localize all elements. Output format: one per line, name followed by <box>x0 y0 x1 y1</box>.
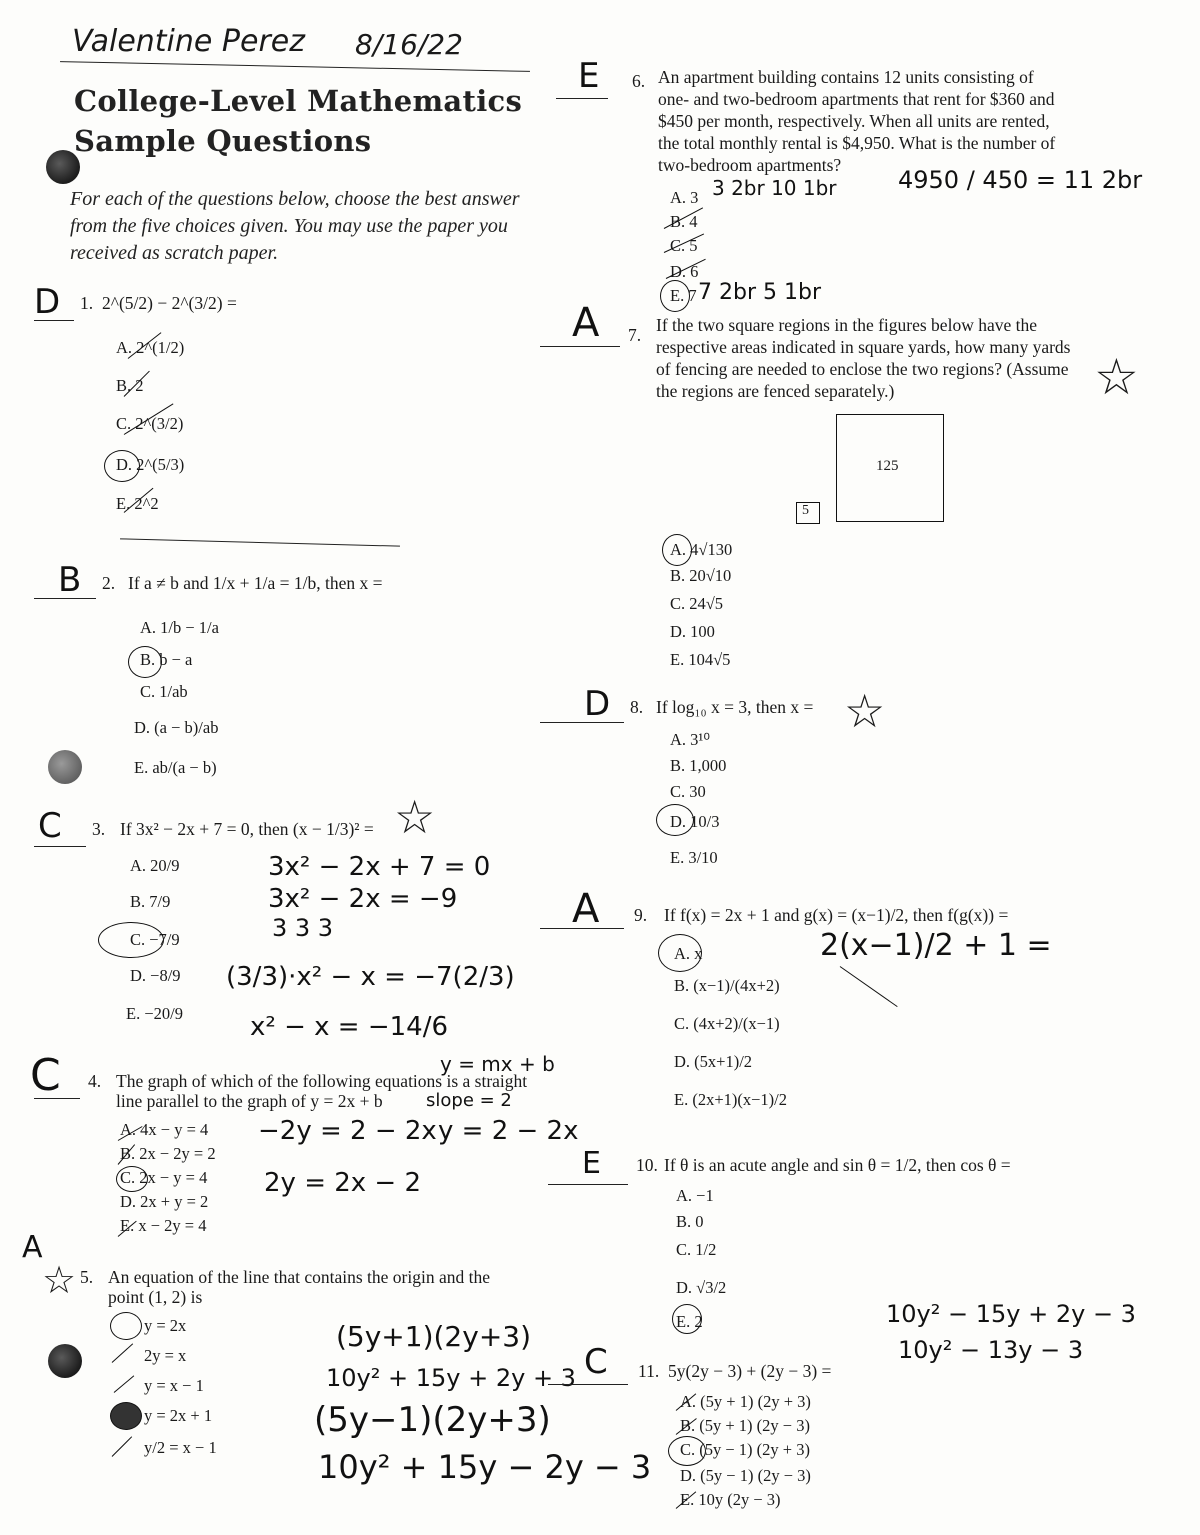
q2-selected-circle <box>128 646 162 678</box>
q11-answer-line <box>548 1384 628 1385</box>
q6-stem-line4: the total monthly rental is $4,950. What is the number of <box>658 133 1056 153</box>
q9-number: 9. <box>634 905 648 925</box>
q9-stem: If f(x) = 2x + 1 and g(x) = (x−1)/2, then f(g(x)) = <box>664 905 1009 925</box>
q4-option-a[interactable]: A. 4x − y = 4 <box>120 1120 209 1139</box>
q1-stem: 2^(5/2) − 2^(3/2) = <box>102 293 237 313</box>
q7-answer-line <box>540 346 620 347</box>
instructions-line3: received as scratch paper. <box>70 242 279 264</box>
q1-option-b[interactable]: B. 2 <box>116 376 144 395</box>
q9-option-a[interactable]: A. x <box>674 944 703 963</box>
q4-answer-mark: C <box>30 1050 61 1101</box>
q3-work-line2: 3x² − 2x = −9 <box>268 884 458 914</box>
q6-stem-line3: $450 per month, respectively. When all units are rented, <box>658 111 1050 131</box>
q2-option-c[interactable]: C. 1/ab <box>140 682 188 701</box>
q11-answer-mark: C <box>584 1342 608 1382</box>
q3-option-c[interactable]: C. −7/9 <box>130 930 180 949</box>
q7-star-mark: ☆ <box>1094 348 1139 406</box>
q4-number: 4. <box>88 1071 102 1091</box>
q7-large-square-label: 125 <box>876 458 899 474</box>
q9-selected-circle <box>658 934 702 972</box>
q8-option-e[interactable]: E. 3/10 <box>670 848 718 867</box>
q5-option-d-scribble <box>110 1402 142 1430</box>
q5-number: 5. <box>80 1267 94 1287</box>
q5-work-line1: (5y+1)(2y+3) <box>336 1320 532 1353</box>
q3-work-line3: 3 3 3 <box>272 914 334 942</box>
date: 8/16/22 <box>355 28 463 61</box>
q10-answer-mark: E <box>582 1146 601 1181</box>
q5-option-c[interactable]: y = x − 1 <box>144 1376 204 1395</box>
q5-stem-line1: An equation of the line that contains the origin and the <box>108 1267 490 1287</box>
q3-selected-circle <box>98 922 164 958</box>
q1-answer-line <box>34 320 74 321</box>
q10-option-d[interactable]: D. √3/2 <box>676 1278 727 1297</box>
q10-number: 10. <box>636 1155 658 1175</box>
q6-option-b[interactable]: B. 4 <box>670 212 698 231</box>
q11-option-e[interactable]: E. 10y (2y − 3) <box>680 1490 781 1509</box>
instructions-line2: from the five choices given. You may use the paper you <box>70 215 508 237</box>
q4-stem-line1: The graph of which of the following equations is a straight <box>116 1071 528 1091</box>
q11-option-b[interactable]: B. (5y + 1) (2y − 3) <box>680 1416 810 1435</box>
q7-small-square-label: 5 <box>802 503 809 518</box>
header-rule <box>60 61 530 72</box>
q6-answer-line <box>556 98 608 99</box>
q3-work-line4: (3/3)·x² − x = −7(2/3) <box>226 962 515 992</box>
q2-option-e[interactable]: E. ab/(a − b) <box>134 758 217 777</box>
q1-option-d[interactable]: D. 2^(5/3) <box>116 455 185 474</box>
q2-number: 2. <box>102 573 116 593</box>
q2-option-d[interactable]: D. (a − b)/ab <box>134 718 219 737</box>
q8-number: 8. <box>630 697 644 717</box>
q6-number: 6. <box>632 71 646 91</box>
q4-option-e[interactable]: E. x − 2y = 4 <box>120 1216 207 1235</box>
q1-option-a[interactable]: A. 2^(1/2) <box>116 338 185 357</box>
q3-option-d[interactable]: D. −8/9 <box>130 966 181 985</box>
q9-option-d[interactable]: D. (5x+1)/2 <box>674 1052 753 1071</box>
q10-selected-circle <box>672 1304 702 1334</box>
q4-option-d[interactable]: D. 2x + y = 2 <box>120 1192 209 1211</box>
q6-answer-mark: E <box>578 56 600 96</box>
q6-option-e[interactable]: E. 7 <box>670 286 697 305</box>
page-title-line1: College-Level Mathematics <box>74 84 523 118</box>
hole-punch-middle <box>48 750 82 784</box>
q1-number: 1. <box>80 293 94 313</box>
q3-stem: If 3x² − 2x + 7 = 0, then (x − 1/3)² = <box>120 819 374 839</box>
q5-strike-e <box>112 1436 133 1457</box>
q11-work-line1: 10y² − 15y + 2y − 3 <box>886 1300 1136 1328</box>
hole-punch-bottom <box>48 1344 82 1378</box>
q7-option-d[interactable]: D. 100 <box>670 622 715 641</box>
q8-answer-mark: D <box>584 684 611 724</box>
q1-option-c[interactable]: C. 2^(3/2) <box>116 414 184 433</box>
q5-option-a[interactable]: y = 2x <box>144 1316 187 1335</box>
q11-option-c[interactable]: C. (5y − 1) (2y + 3) <box>680 1440 810 1459</box>
q6-stem-line2: one- and two-bedroom apartments that rent for $360 and <box>658 89 1055 109</box>
q8-stem: If log₁₀ x = 3, then x = <box>656 697 814 717</box>
q11-number: 11. <box>638 1361 660 1381</box>
q8-option-a[interactable]: A. 3¹⁰ <box>670 730 710 749</box>
q5-work-line3: (5y−1)(2y+3) <box>314 1400 551 1440</box>
q4-option-b[interactable]: B. 2x − 2y = 2 <box>120 1144 216 1163</box>
q5-strike-b <box>112 1343 133 1362</box>
q4-work-slope: slope = 2 <box>426 1090 512 1111</box>
q3-number: 3. <box>92 819 106 839</box>
q5-stem-line2: point (1, 2) is <box>108 1287 203 1307</box>
q5-option-b[interactable]: 2y = x <box>144 1346 187 1365</box>
q2-option-a[interactable]: A. 1/b − 1/a <box>140 618 219 637</box>
q3-work-line1: 3x² − 2x + 7 = 0 <box>268 852 491 882</box>
q3-work-line5: x² − x = −14/6 <box>250 1012 448 1042</box>
q4-answer-line <box>34 1098 80 1099</box>
q5-option-d[interactable]: y = 2x + 1 <box>144 1406 213 1425</box>
q7-stem <box>656 314 1106 402</box>
q5-work-line2: 10y² + 15y + 2y + 3 <box>326 1364 576 1392</box>
q1-selected-circle <box>104 450 140 482</box>
instructions-line1: For each of the questions below, choose the best answer <box>70 188 520 210</box>
q7-answer-mark: A <box>572 300 600 346</box>
q2-answer-line <box>34 598 96 599</box>
q10-option-a[interactable]: A. −1 <box>676 1186 714 1205</box>
q7-selected-circle <box>662 534 692 566</box>
q1-answer-mark: D <box>34 282 61 322</box>
q7-stem-line4: the regions are fenced separately.) <box>656 381 895 401</box>
q5-option-e[interactable]: y/2 = x − 1 <box>144 1438 217 1457</box>
q5-work-line4: 10y² + 15y − 2y − 3 <box>318 1448 652 1486</box>
q9-work: 2(x−1)/2 + 1 = <box>820 928 1052 963</box>
q11-selected-circle <box>668 1436 706 1466</box>
q4-work-ymxb: y = mx + b <box>440 1052 555 1076</box>
q2-stem: If a ≠ b and 1/x + 1/a = 1/b, then x = <box>128 573 383 593</box>
q9-work-strike <box>840 966 898 1007</box>
q7-option-a[interactable]: A. 4√130 <box>670 540 733 559</box>
q6-option-a[interactable]: A. 3 <box>670 188 699 207</box>
q7-stem-line1: If the two square regions in the figures below have the <box>656 315 1037 335</box>
instructions <box>70 186 590 267</box>
q4-work-line5: 2y = 2x − 2 <box>264 1168 422 1198</box>
q8-answer-line <box>540 722 624 723</box>
student-name: Valentine Perez <box>72 24 305 59</box>
q6-stem <box>658 66 1098 176</box>
q11-option-a[interactable]: A. (5y + 1) (2y + 3) <box>680 1392 811 1411</box>
hole-punch-top <box>46 150 80 184</box>
q7-option-b[interactable]: B. 20√10 <box>670 566 732 585</box>
q3-option-e[interactable]: E. −20/9 <box>126 1004 183 1023</box>
q9-option-c[interactable]: C. (4x+2)/(x−1) <box>674 1014 780 1033</box>
q3-option-a[interactable]: A. 20/9 <box>130 856 180 875</box>
q8-star-mark: ☆ <box>844 684 886 738</box>
q6-work-line1: 3 2br 10 1br <box>712 176 837 200</box>
q3-answer-mark: C <box>38 806 62 846</box>
q4-option-c[interactable]: C. 2x − y = 4 <box>120 1168 208 1187</box>
q2-option-b[interactable]: B. b − a <box>140 650 193 669</box>
q8-option-c[interactable]: C. 30 <box>670 782 706 801</box>
q10-answer-line <box>548 1184 628 1185</box>
q11-work-line2: 10y² − 13y − 3 <box>898 1336 1084 1364</box>
q4-stem-line2: line parallel to the graph of y = 2x + b <box>116 1091 383 1111</box>
page-title-line2: Sample Questions <box>74 124 372 158</box>
q10-option-e[interactable]: E. 2 <box>676 1312 703 1331</box>
q1-option-e[interactable]: E. 2^2 <box>116 494 159 513</box>
q6-stem-line5: two-bedroom apartments? <box>658 155 842 175</box>
q8-option-b[interactable]: B. 1,000 <box>670 756 727 775</box>
q4-selected-circle <box>116 1166 148 1192</box>
q10-option-c[interactable]: C. 1/2 <box>676 1240 717 1259</box>
q7-option-e[interactable]: E. 104√5 <box>670 650 731 669</box>
q3-star-mark: ☆ <box>394 790 436 844</box>
q6-option-d[interactable]: D. 6 <box>670 262 699 281</box>
q6-stem-line1: An apartment building contains 12 units consisting of <box>658 67 1034 87</box>
q11-stem: 5y(2y − 3) + (2y − 3) = <box>668 1361 832 1381</box>
q7-stem-line3: of fencing are needed to enclose the two regions? (Assume <box>656 359 1069 379</box>
q11-option-d[interactable]: D. (5y − 1) (2y − 3) <box>680 1466 811 1485</box>
q3-answer-line <box>34 846 86 847</box>
q7-stem-line2: respective areas indicated in square yards, how many yards <box>656 337 1071 357</box>
q9-answer-line <box>540 928 624 929</box>
q6-work-line2: 4950 / 450 = 11 2br <box>898 166 1143 194</box>
q6-option-c[interactable]: C. 5 <box>670 236 698 255</box>
q4-work-line4: y = 2 − 2x <box>438 1116 579 1146</box>
q10-option-b[interactable]: B. 0 <box>676 1212 704 1231</box>
q8-option-d[interactable]: D. 10/3 <box>670 812 720 831</box>
q9-option-e[interactable]: E. (2x+1)(x−1)/2 <box>674 1090 788 1109</box>
q5-strike-c <box>114 1375 135 1392</box>
q6-work-line3: 7 2br 5 1br <box>698 280 821 305</box>
q6-selected-circle <box>660 280 690 312</box>
q8-selected-circle <box>656 804 694 836</box>
q9-option-b[interactable]: B. (x−1)/(4x+2) <box>674 976 780 995</box>
q10-stem: If θ is an acute angle and sin θ = 1/2, then cos θ = <box>664 1155 1011 1175</box>
q4-work-line3: −2y = 2 − 2x <box>258 1116 437 1146</box>
q7-option-c[interactable]: C. 24√5 <box>670 594 724 613</box>
q5-answer-mark: A <box>22 1230 43 1265</box>
q5-star-mark: ☆ <box>42 1258 77 1302</box>
q3-option-b[interactable]: B. 7/9 <box>130 892 171 911</box>
q5-option-a-circle <box>110 1312 142 1340</box>
q2-answer-mark: B <box>58 560 82 600</box>
q1-divider <box>120 538 400 546</box>
q7-number: 7. <box>628 325 642 345</box>
q9-answer-mark: A <box>572 886 600 932</box>
